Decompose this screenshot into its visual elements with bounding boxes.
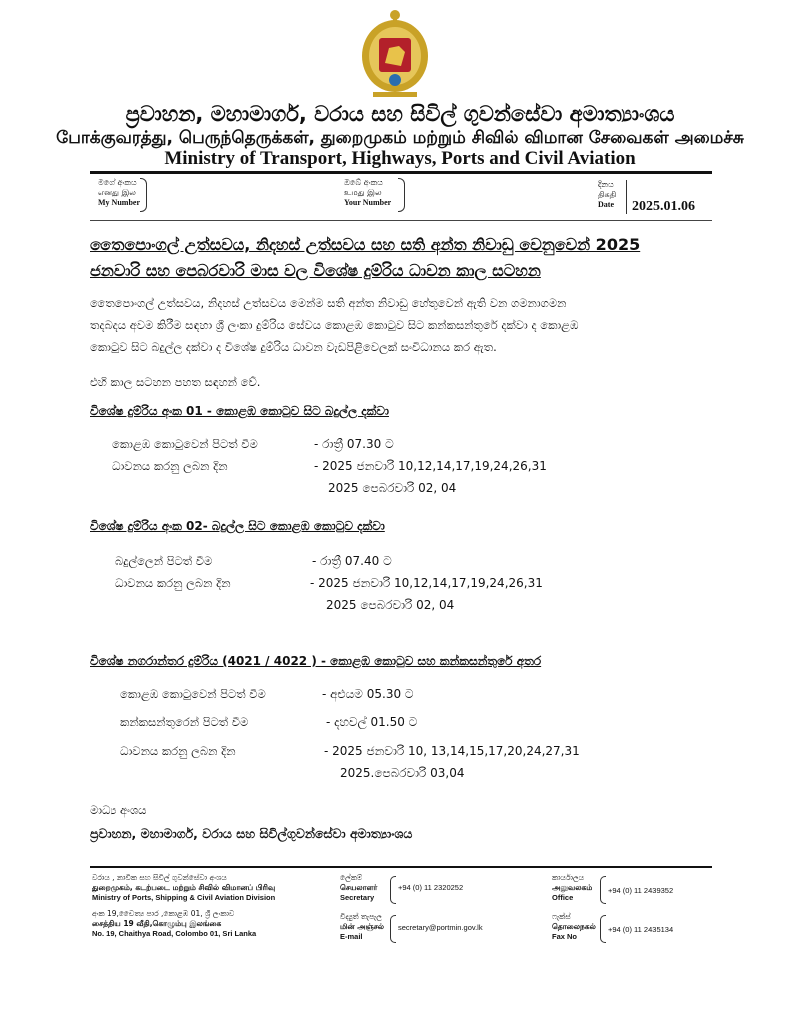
date-label: දිනය திகதி Date (598, 180, 617, 209)
section-2-heading: විශේෂ දුම්රිය අංක 02- බදුල්ල සිට කොළඹ කොටුව දක්වා (90, 519, 385, 533)
notice-title-line-1: තෛපොංගල් උත්සවය, නිදහස් උත්සවය සහ සති අන්ත නිවාඩු වෙනුවෙන් 2025 (90, 235, 641, 254)
footer-office-bracket (600, 876, 606, 904)
intro-line-3: කොටුව සිට බදුල්ල දක්වා ද විශේෂ දුම්රිය ධාවන වැඩපිළිවෙලක් සංවිධානය කර ඇත. (90, 340, 497, 354)
signature-department: මාධ්‍ය අංශය (90, 803, 147, 817)
section-2-depart-time: - රාත්‍රී 07.40 ට (312, 554, 392, 568)
section-3-days-jan: - 2025 ජනවාරි 10, 13,14,15,17,20,24,27,31 (324, 744, 580, 758)
signature-ministry: ප්‍රවාහන, මහාමාර්ග, වරාය සහ සිවිල්ගුවන්සේවා අමාත්‍යාංශය (90, 826, 413, 841)
footer-dept-tamil: துறைமுகம், கடற்படை மற்றும் சிவில் விமானப் பிரிவு (92, 883, 276, 892)
section-3-depart2-label: කන්කසන්තුරෙන් පිටත් වීම (120, 715, 249, 729)
section-3-days-label: ධාවනය කරනු ලබන දින (120, 744, 236, 758)
footer-secretary-bracket (390, 876, 396, 904)
my-number-bracket (140, 178, 147, 212)
footer-dept-sinhala: වරාය , නාවික සහ සිවිල් ගුවන්සේවා අංශය (92, 873, 227, 882)
section-3-days-feb: 2025.පෙබරවාරි 03,04 (340, 766, 465, 780)
section-3-depart-label: කොළඹ කොටුවෙන් පිටත් වීම (120, 687, 266, 701)
section-1-days-label: ධාවනය කරනු ලබන දින (112, 459, 228, 473)
section-1-days-jan: - 2025 ජනවාරි 10,12,14,17,19,24,26,31 (314, 459, 547, 473)
footer-email-label: විද්‍යුත් තැපැල மின் அஞ்சல் E-mail (340, 912, 385, 941)
your-number-label: ඔබේ අංකය உமது இல Your Number (344, 178, 392, 207)
footer-address-english: No. 19, Chaithya Road, Colombo 01, Sri Lanka (92, 929, 257, 938)
my-number-label: මගේ අංකය எனது இல My Number (98, 178, 140, 207)
footer-secretary-phone: +94 (0) 11 2320252 (398, 883, 464, 892)
section-1-heading: විශේෂ දුම්රිය අංක 01 - කොළඹ කොටුව සිට බදුල්ල දක්වා (90, 404, 389, 418)
footer-email-bracket (390, 915, 396, 943)
section-3-depart-time: - අළුයම 05.30 ට (322, 687, 414, 701)
intro-line-2: තදබදය අවම කිරීම සඳහා ශ්‍රී ලංකා දුම්රිය සේවය කොළඹ කොටුව සිට කන්කසන්තුරේ දක්වා ද කොළඹ (90, 318, 579, 332)
section-3-heading: විශේෂ නගරාන්තර දුම්රිය (4021 / 4022 ) - කොළඹ කොටුව සහ කන්කසන්තුරේ අතර (90, 654, 542, 668)
your-number-bracket (398, 178, 405, 212)
reference-divider (90, 220, 712, 221)
footer-address-tamil: சைத்திய 19 வீதி,கொழும்பு இலங்கை (92, 919, 222, 928)
ministry-name-english: Ministry of Transport, Highways, Ports and Civil Aviation (164, 148, 636, 169)
footer-address-block (92, 873, 332, 939)
footer-divider (90, 866, 712, 868)
intro-line-1: තෛපොංගල් උත්සවය, නිදහස් උත්සවය මෙන්ම සති අන්ත නිවාඩු හේතුවෙන් ඇති වන ගමනාගමන (90, 296, 567, 310)
header-divider (90, 171, 712, 174)
footer-email-address[interactable]: secretary@portmin.gov.lk (398, 923, 483, 932)
footer-fax-bracket (600, 915, 606, 943)
footer-office-label: කාර්යාලය அலுவலகம் Office (552, 873, 593, 902)
section-2-days-feb: 2025 පෙබරවාරි 02, 04 (326, 598, 455, 612)
section-2-depart-label: බදුල්ලෙන් පිටත් වීම (115, 554, 213, 568)
section-3-depart2-time: - දහවල් 01.50 ට (326, 715, 418, 729)
footer-fax-label: ෆැක්ස් தொலைநகல் Fax No (552, 912, 596, 941)
section-1-days-feb: 2025 පෙබරවාරි 02, 04 (328, 481, 457, 495)
footer-fax-number: +94 (0) 11 2435134 (608, 925, 674, 934)
ministry-name-sinhala: ප්‍රවාහන, මහාමාර්ග, වරාය සහ සිවිල් ගුවන්සේවා අමාත්‍යාංශය (125, 102, 675, 126)
section-1-depart-time: - රාත්‍රී 07.30 ට (314, 437, 394, 451)
date-bracket (626, 180, 627, 214)
notice-title-line-2: ජනවාරි සහ පෙබරවාරි මාස වල විශේෂ දුම්රිය ධාවන කාල සටහන (90, 261, 541, 280)
sri-lanka-emblem-icon (359, 8, 431, 100)
section-2-days-jan: - 2025 ජනවාරි 10,12,14,17,19,24,26,31 (310, 576, 543, 590)
footer-address-sinhala: අංක 19,චෛත්‍ය පාර ,කොළඹ 01, ශ්‍රී ලංකාව (92, 909, 235, 918)
ministry-name-tamil: போக்குவரத்து, பெருந்தெருக்கள், துறைமுகம் மற்றும் சிவில் விமான சேவைகள் அமைச்சு (56, 128, 744, 148)
document-date: 2025.01.06 (632, 199, 695, 214)
section-1-depart-label: කොළඹ කොටුවෙන් පිටත් වීම (112, 437, 258, 451)
footer-dept-english: Ministry of Ports, Shipping & Civil Aviation Division (92, 893, 276, 902)
section-2-days-label: ධාවනය කරනු ලබන දින (115, 576, 231, 590)
footer-secretary-label: ලේකම් செயலாளர் Secretary (340, 873, 378, 902)
footer-office-phone: +94 (0) 11 2439352 (608, 886, 674, 895)
intro-line-4: එහි කාල සටහන පහත සඳහන් වේ. (90, 375, 261, 389)
